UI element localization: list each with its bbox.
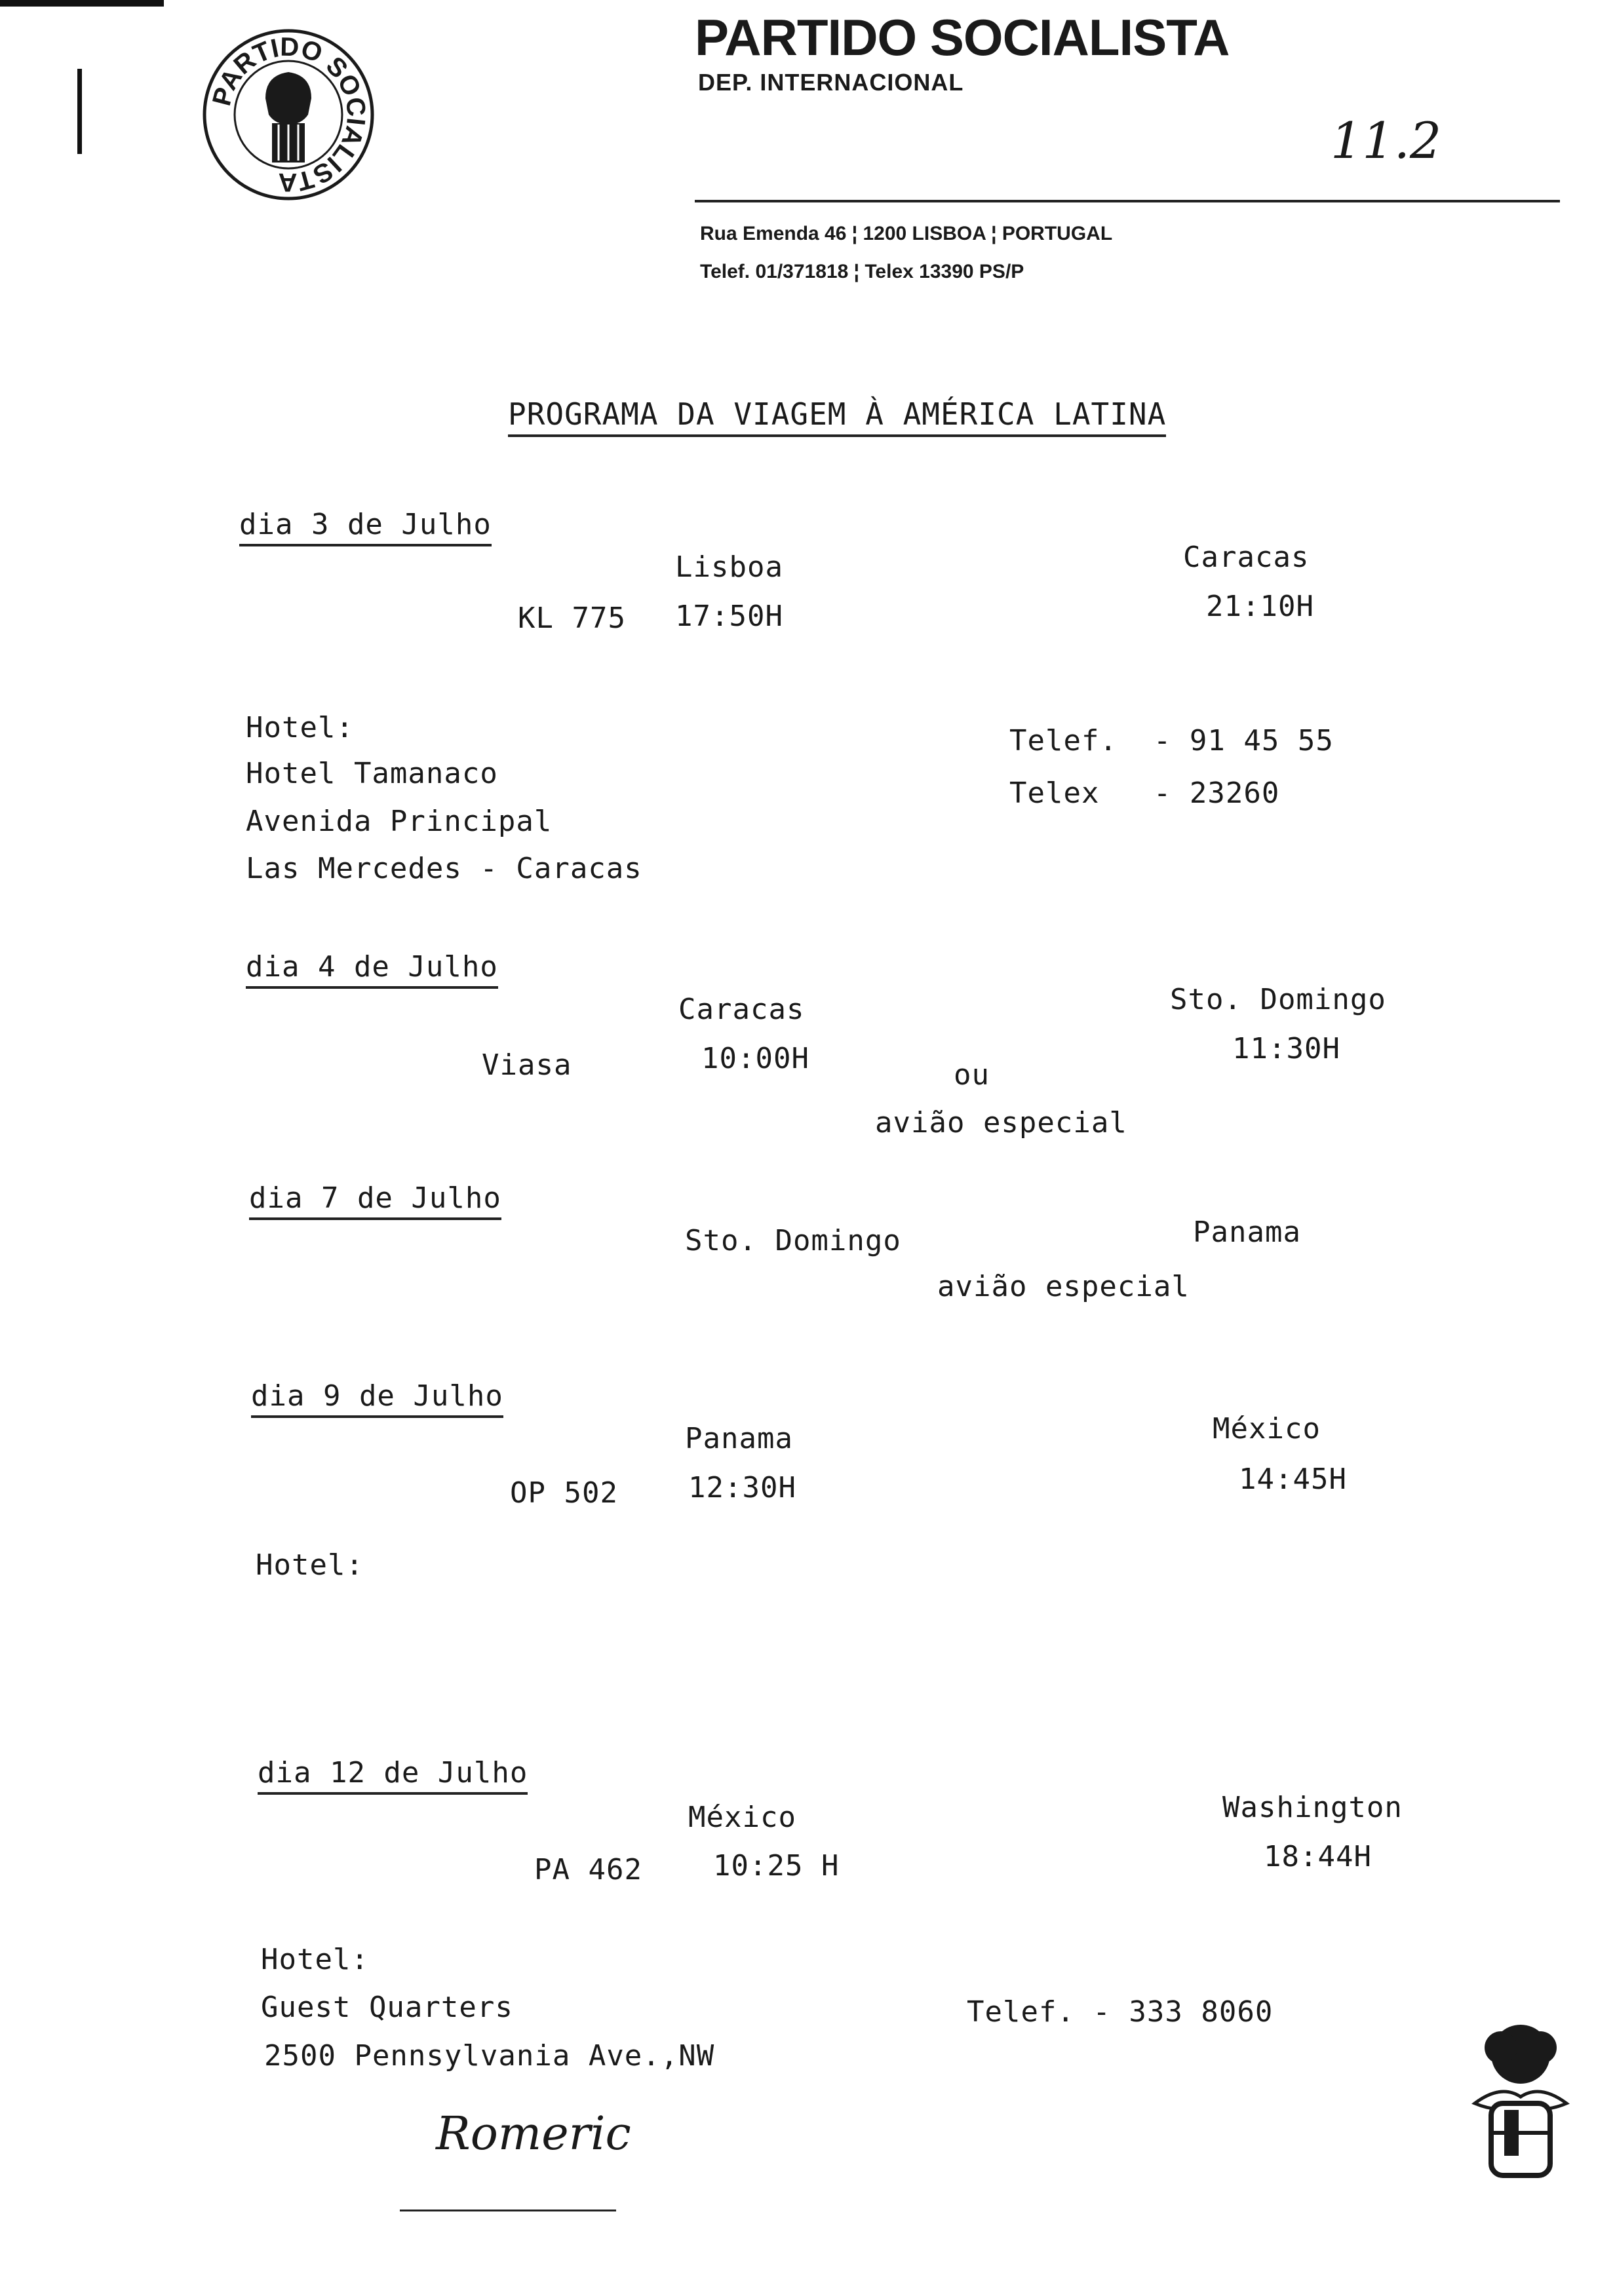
destination-city: Caracas [1183, 541, 1310, 574]
hotel-label: Hotel: [261, 1943, 369, 1976]
signature-line [400, 2210, 616, 2211]
fist-icon [265, 72, 311, 124]
day-date: dia 4 de Julho [246, 950, 498, 989]
alternative-option: avião especial [875, 1106, 1127, 1139]
departure-time: 17:50H [675, 600, 783, 633]
address-line: Rua Emenda 46 ¦ 1200 LISBOA ¦ PORTUGAL [700, 223, 1113, 244]
handwritten-reference: 11.2 [1331, 111, 1442, 170]
origin-city: Panama [685, 1422, 793, 1455]
scan-mark-top [0, 0, 164, 7]
departure-time: 12:30H [688, 1471, 796, 1504]
hotel-line: Las Mercedes - Caracas [246, 852, 642, 885]
signature: Romeric [436, 2107, 631, 2160]
arrival-time: 18:44H [1264, 1840, 1372, 1873]
travel-note: avião especial [937, 1270, 1190, 1303]
alternative-word: ou [954, 1058, 990, 1092]
origin-city: México [688, 1801, 796, 1834]
day-date: dia 3 de Julho [239, 508, 492, 546]
document-title: PROGRAMA DA VIAGEM À AMÉRICA LATINA [508, 396, 1166, 437]
day-date: dia 12 de Julho [258, 1756, 528, 1795]
flight-number: KL 775 [518, 602, 626, 635]
departure-time: 10:00H [701, 1042, 809, 1075]
hotel-line: Hotel Tamanaco [246, 757, 498, 790]
hotel-line: 2500 Pennsylvania Ave.,NW [264, 2039, 715, 2073]
hotel-label: Hotel: [256, 1548, 364, 1582]
scan-mark-left [77, 69, 82, 154]
arrival-time: 11:30H [1232, 1032, 1340, 1065]
hotel-line: Guest Quarters [261, 1991, 513, 2024]
logo-ring-text: PARTIDO SOCIALISTA [207, 32, 371, 197]
origin-city: Caracas [678, 993, 805, 1026]
arrival-time: 14:45H [1239, 1463, 1347, 1496]
letterhead-rule [695, 200, 1560, 202]
day-date: dia 9 de Julho [251, 1379, 503, 1418]
destination-city: Washington [1222, 1791, 1403, 1824]
departure-time: 10:25 H [713, 1849, 840, 1883]
hotel-telex: Telex - 23260 [1009, 776, 1280, 810]
hotel-phone: Telef. - 91 45 55 [1009, 724, 1334, 757]
phone-line: Telef. 01/371818 ¦ Telex 13390 PS/P [700, 261, 1024, 282]
origin-city: Sto. Domingo [685, 1224, 901, 1257]
department-name: DEP. INTERNACIONAL [698, 69, 964, 96]
hotel-phone: Telef. - 333 8060 [967, 1995, 1274, 2029]
flight-number: PA 462 [534, 1853, 642, 1886]
flight-number: Viasa [482, 1048, 572, 1082]
arrival-time: 21:10H [1206, 590, 1314, 623]
hotel-label: Hotel: [246, 711, 354, 744]
flight-number: OP 502 [510, 1476, 618, 1510]
day-date: dia 7 de Julho [249, 1181, 501, 1220]
origin-city: Lisboa [675, 550, 783, 584]
hotel-line: Avenida Principal [246, 805, 553, 838]
party-name: PARTIDO SOCIALISTA [695, 9, 1230, 66]
destination-city: Sto. Domingo [1170, 983, 1386, 1016]
destination-city: México [1213, 1412, 1321, 1445]
party-logo [200, 26, 377, 203]
rose-fist-emblem [1462, 2018, 1580, 2189]
destination-city: Panama [1193, 1215, 1301, 1249]
